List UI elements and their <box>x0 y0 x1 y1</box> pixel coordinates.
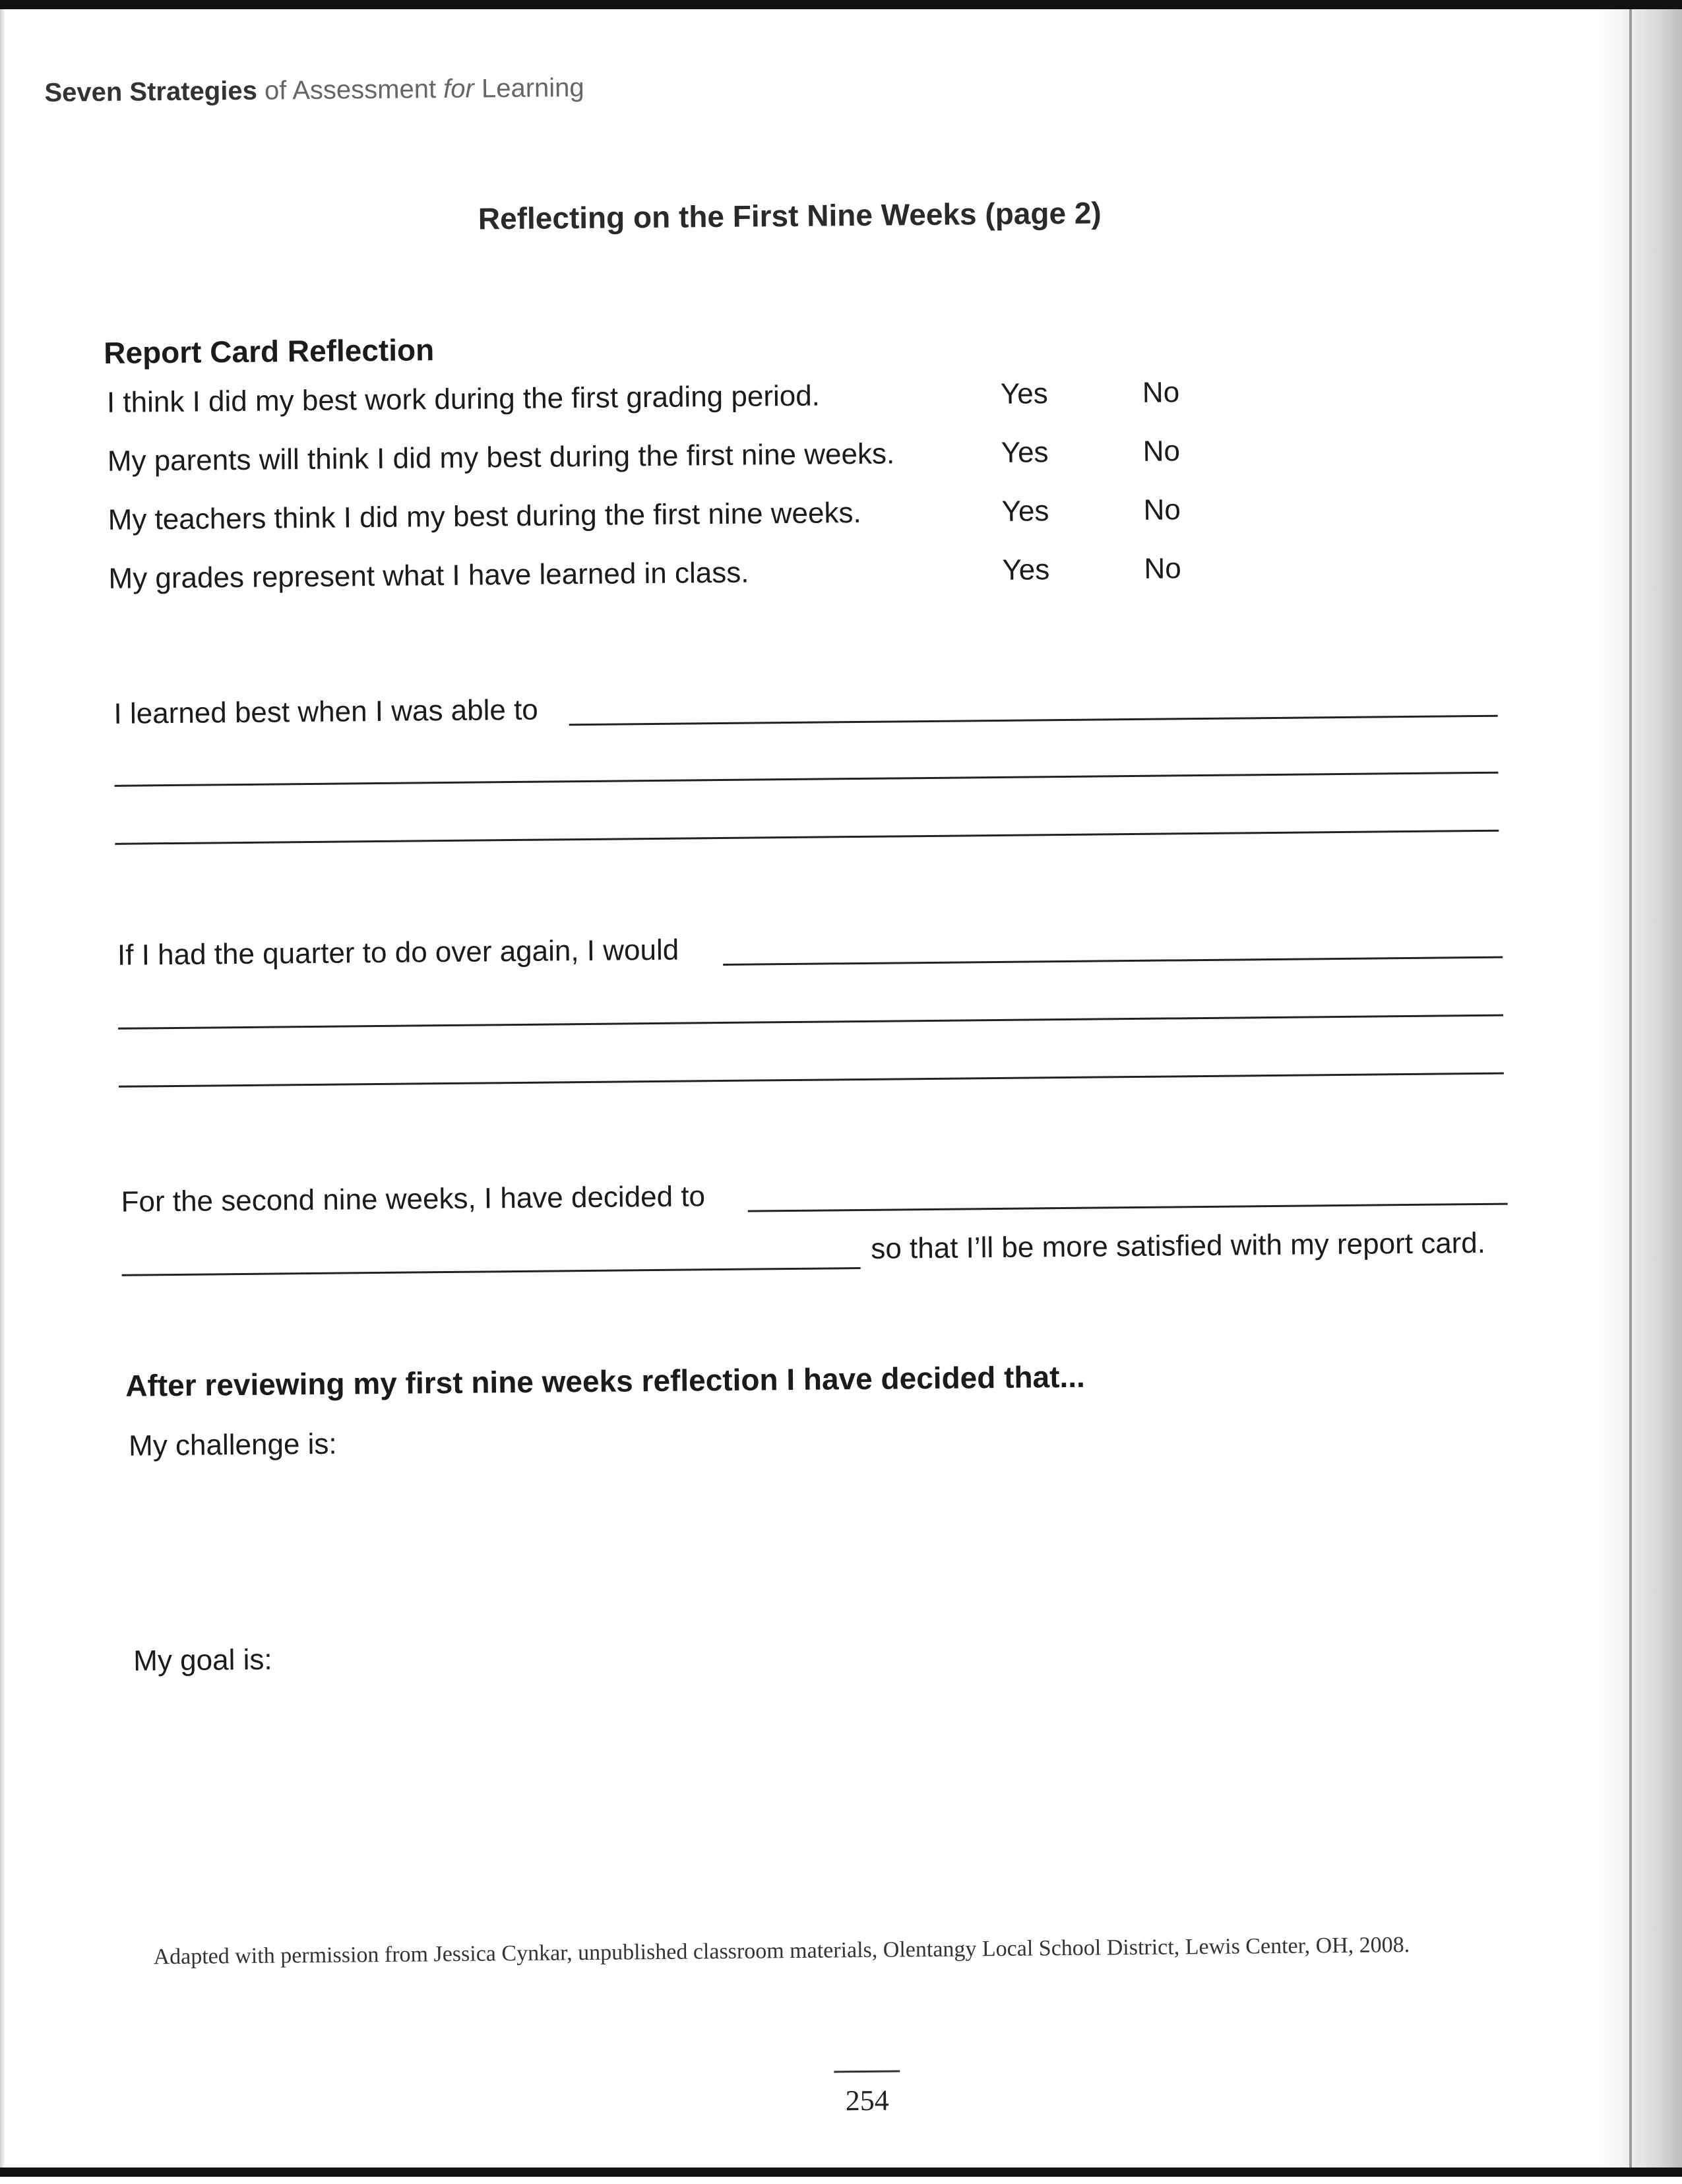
goal-label: My goal is: <box>133 1643 272 1677</box>
no-option[interactable]: No <box>1142 435 1181 468</box>
yes-option[interactable]: Yes <box>1000 377 1048 410</box>
challenge-label: My challenge is: <box>128 1427 337 1462</box>
page-number: 254 <box>845 2084 889 2117</box>
yes-option[interactable]: Yes <box>1001 495 1049 528</box>
row-statement: I think I did my best work during the first grading period. <box>106 379 821 419</box>
do-over-answer-line-1[interactable] <box>723 956 1503 966</box>
credit-note: Adapted with permission from Jessica Cynkar, unpublished classroom materials, Olentangy Local School District, Lewis Center, OH, 2008. <box>153 1933 1410 1970</box>
row-statement: My parents will think I did my best during the first nine weeks. <box>107 437 895 478</box>
yes-no-row <box>108 493 1229 544</box>
yes-option[interactable]: Yes <box>1002 553 1050 586</box>
running-head-end: Learning <box>474 73 584 104</box>
after-review-heading: After reviewing my first nine weeks reflection I have decided that... <box>125 1359 1086 1403</box>
learned-best-answer-line-3[interactable] <box>115 830 1499 845</box>
row-statement: My teachers think I did my best during the first nine weeks. <box>108 496 861 536</box>
report-card-heading: Report Card Reflection <box>103 332 435 370</box>
page-number-rule <box>834 2070 900 2073</box>
yes-option[interactable]: Yes <box>1001 436 1049 469</box>
page-title: Reflecting on the First Nine Weeks (page 2) <box>478 195 1102 236</box>
do-over-prompt: If I had the quarter to do over again, I would <box>117 933 679 972</box>
running-head <box>44 73 584 108</box>
second-nine-prompt-end: so that I’ll be more satisfied with my report card. <box>871 1226 1486 1265</box>
do-over-answer-line-3[interactable] <box>119 1073 1504 1088</box>
learned-best-answer-line-2[interactable] <box>115 772 1499 787</box>
running-head-title: Seven Strategies <box>44 76 258 108</box>
running-head-subtitle: of Assessment <box>257 74 444 106</box>
do-over-answer-line-2[interactable] <box>118 1014 1503 1030</box>
yes-no-row <box>108 552 1230 602</box>
second-nine-prompt: For the second nine weeks, I have decided to <box>121 1180 706 1218</box>
second-nine-answer-line-1[interactable] <box>748 1203 1508 1212</box>
learned-best-prompt: I learned best when I was able to <box>113 693 539 730</box>
yes-no-row <box>108 435 1229 485</box>
running-head-italic: for <box>443 74 475 104</box>
learned-best-answer-line-1[interactable] <box>569 715 1498 726</box>
yes-no-row <box>107 376 1228 426</box>
row-statement: My grades represent what I have learned in class. <box>108 556 749 595</box>
book-gutter <box>1599 0 1682 2177</box>
second-nine-answer-line-2[interactable] <box>122 1267 861 1276</box>
no-option[interactable]: No <box>1143 493 1181 526</box>
no-option[interactable]: No <box>1144 552 1181 585</box>
no-option[interactable]: No <box>1142 376 1180 409</box>
book-spine-shadow <box>1629 0 1632 2177</box>
